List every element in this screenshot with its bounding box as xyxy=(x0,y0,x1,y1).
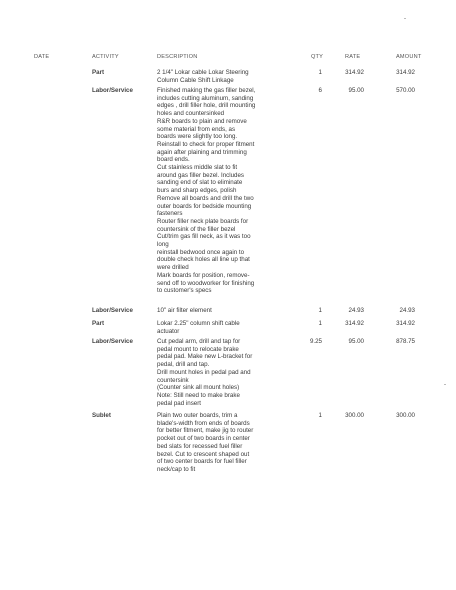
description-line: again after plaining and trimming xyxy=(157,148,247,156)
description-line: countersink xyxy=(157,376,189,384)
row-qty: 1 xyxy=(318,307,322,314)
description-line: around gas filler bezel. Includes xyxy=(157,171,245,179)
description-line: Drill mount holes in pedal pad and xyxy=(157,368,251,376)
row-qty: 1 xyxy=(318,69,322,76)
description-line: Column Cable Shift Linkage xyxy=(157,76,234,84)
description-line: long xyxy=(157,241,169,249)
description-line: pedal, drill and tap. xyxy=(157,361,210,369)
description-line: outer boards for bedside mounting xyxy=(157,202,252,210)
description-line: were drilled xyxy=(157,264,189,272)
header-activity: ACTIVITY xyxy=(92,54,119,60)
row-amount: 570.00 xyxy=(396,87,415,94)
row-amount: 878.75 xyxy=(396,338,415,345)
row-description xyxy=(157,412,307,474)
row-rate: 95.00 xyxy=(348,338,364,345)
description-line: R&R boards to plain and remove xyxy=(157,117,247,125)
description-line: fasteners xyxy=(157,210,183,218)
description-line: Mark boards for position, remove- xyxy=(157,271,250,279)
row-description xyxy=(157,320,307,335)
description-line: to customer's specs xyxy=(157,287,212,295)
description-line: holes and countersinked xyxy=(157,110,225,118)
row-activity: Part xyxy=(92,320,105,327)
description-line: Cut pedal arm, drill and tap for xyxy=(157,338,241,345)
description-line: 2 1/4" Lokar cable Lokar Steering xyxy=(157,69,249,76)
description-line: pedal pad. Make new L-bracket for xyxy=(157,353,253,361)
description-line: 10" air filter element xyxy=(157,307,212,314)
description-line: Lokar 2.25" column shift cable xyxy=(157,320,240,327)
row-rate: 314.92 xyxy=(345,69,364,76)
description-line: (Counter sink all mount holes) xyxy=(157,384,240,392)
description-line: burs and sharp edges, polish xyxy=(157,187,237,195)
description-line: reinstall bedwood once again to xyxy=(157,248,245,256)
row-rate: 314.92 xyxy=(345,320,364,327)
row-activity: Part xyxy=(92,69,105,76)
description-line: pocket out of two boards in center xyxy=(157,435,250,443)
description-line: Cut stainless middle slat to fit xyxy=(157,164,238,172)
description-line: neck/cap to fit xyxy=(157,465,196,473)
row-amount: 314.92 xyxy=(396,69,415,76)
description-line: bezel. Cut to crescent shaped out xyxy=(157,450,250,458)
description-line: Reinstall to check for proper fitment xyxy=(157,140,255,148)
description-line: send off to woodworker for finishing xyxy=(157,279,255,287)
description-line: of two center boards for fuel filler xyxy=(157,458,247,466)
description-line: Router filler neck plate boards for xyxy=(157,217,249,225)
header-date: DATE xyxy=(34,54,50,60)
row-amount: 300.00 xyxy=(396,412,415,419)
row-amount: 24.93 xyxy=(399,307,415,314)
header-rate: RATE xyxy=(345,54,361,60)
header-qty: QTY xyxy=(311,54,324,60)
row-rate: 300.00 xyxy=(345,412,364,419)
row-amount: 314.92 xyxy=(396,320,415,327)
row-qty: 6 xyxy=(318,87,322,94)
description-line: countersink of the filler bezel xyxy=(157,225,236,233)
description-line: edges , drill filler hole, drill mounting xyxy=(157,102,256,110)
row-rate: 95.00 xyxy=(348,87,364,94)
row-description xyxy=(157,307,307,315)
row-activity: Labor/Service xyxy=(92,307,133,314)
description-line: for better fitment, make jig to router xyxy=(157,427,254,435)
row-activity: Sublet xyxy=(92,412,111,419)
description-line: bed slats for recessed fuel filler xyxy=(157,442,243,450)
row-activity: Labor/Service xyxy=(92,87,133,94)
header-description: DESCRIPTION xyxy=(157,54,198,60)
description-line: sanding end of slat to eliminate xyxy=(157,179,243,187)
description-line: Cut/trim gas fill neck, as it was too xyxy=(157,233,251,241)
row-activity: Labor/Service xyxy=(92,338,133,345)
description-line: actuator xyxy=(157,327,180,335)
description-line: pedal mount to relocate brake xyxy=(157,345,239,353)
row-qty: 9.25 xyxy=(309,338,322,345)
header-amount: AMOUNT xyxy=(396,54,422,60)
row-qty: 1 xyxy=(318,412,322,419)
description-line: blade's-width from ends of boards xyxy=(157,419,250,427)
row-rate: 24.93 xyxy=(348,307,364,314)
row-qty: 1 xyxy=(318,320,322,327)
description-line: board ends. xyxy=(157,156,190,164)
description-line: pedal pad insert xyxy=(157,399,202,407)
description-line: Note: Still need to make brake xyxy=(157,391,240,399)
description-line: some material from ends, as xyxy=(157,125,236,133)
description-line: Plain two outer boards, trim a xyxy=(157,412,238,419)
description-line: double check holes all line up that xyxy=(157,256,250,264)
row-description xyxy=(157,338,307,407)
scan-speck xyxy=(444,384,446,385)
row-description xyxy=(157,87,307,295)
description-line: Finished making the gas filler bezel, xyxy=(157,87,256,94)
description-line: Remove all boards and drill the two xyxy=(157,194,254,202)
description-line: includes cutting aluminum, sanding xyxy=(157,94,254,102)
description-line: boards were slightly too long. xyxy=(157,133,238,141)
row-description xyxy=(157,69,307,84)
scan-speck xyxy=(404,18,406,19)
